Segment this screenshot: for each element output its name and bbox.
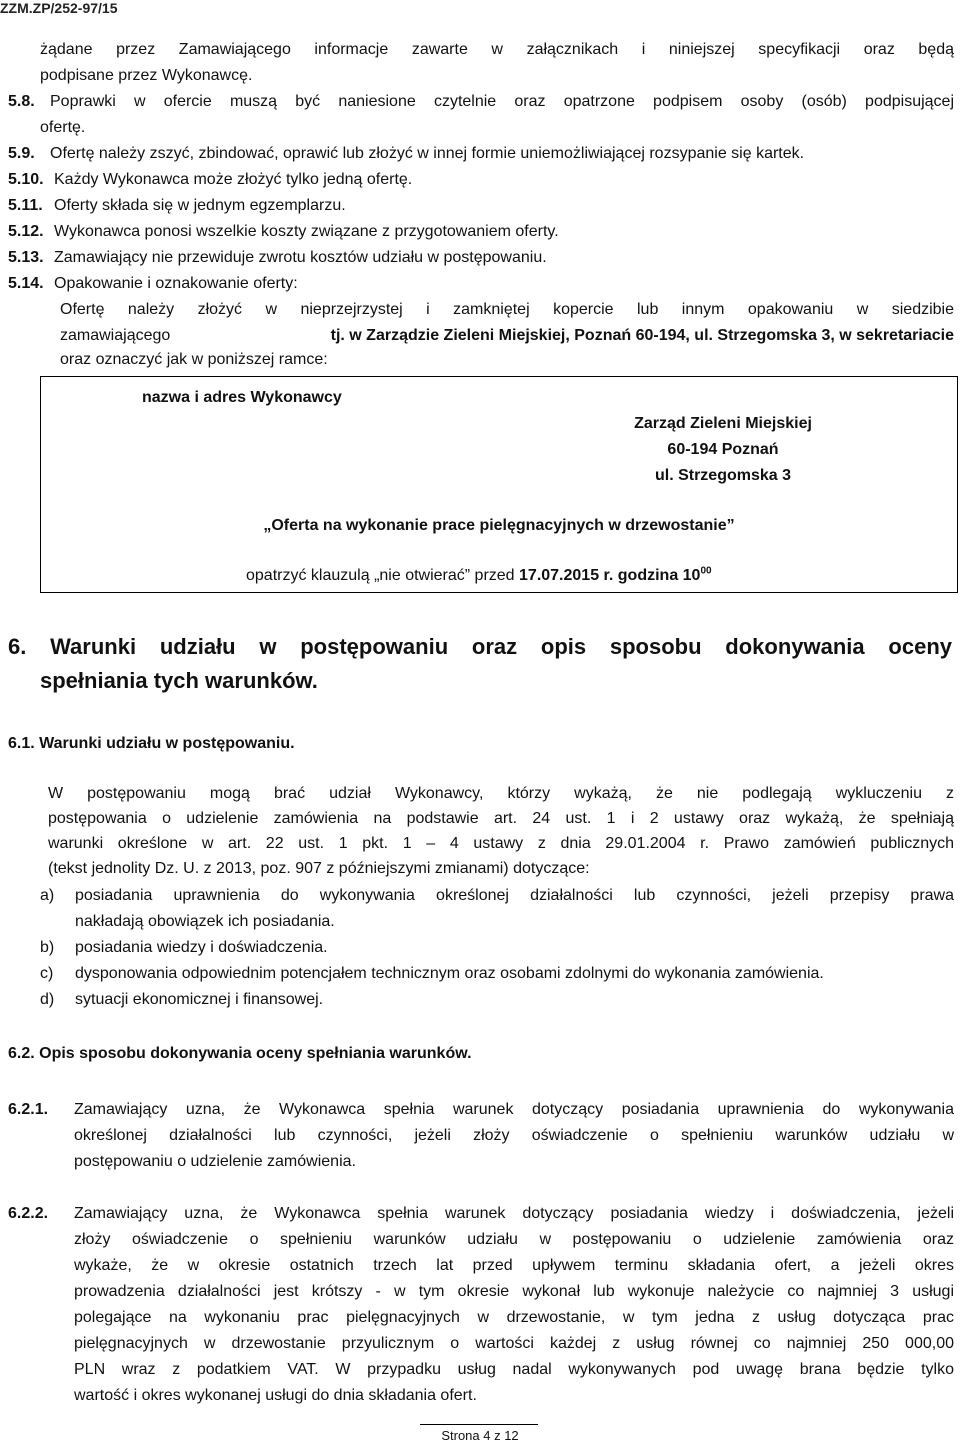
offer-title: „Oferta na wykonanie prace pielęgnacyjnych w drzewostanie” — [263, 517, 735, 534]
list-item-text: nakładają obowiązek ich posiadania. — [75, 913, 335, 930]
item-text: prowadzenia działalności jest krótszy - w tym okresie wykonał lub wykonuje należycie co najmniej 3 usługi — [74, 1283, 954, 1300]
item-text: pielęgnacyjnych w drzewostanie przyulicznym o wartości każdej z usług równej co najmniej 250 000,00 — [74, 1335, 954, 1352]
list-marker: a) — [40, 887, 55, 904]
item-text: postępowaniu o udzielenie zamówienia. — [74, 1153, 356, 1170]
section-heading-cont: spełniania tych warunków. — [40, 668, 318, 693]
item-number: 5.11. — [8, 197, 43, 214]
list-item-text: sytuacji ekonomicznej i finansowej. — [75, 991, 324, 1008]
list-item-text: posiadania wiedzy i doświadczenia. — [75, 939, 328, 956]
address-emphasis: tj. w Zarządzie Zieleni Miejskiej, Poznań 60-194, ul. Strzegomska 3, w sekretariacie — [330, 327, 954, 344]
item-number: 5.8. — [8, 93, 35, 110]
item-text: Zamawiający uzna, że Wykonawca spełnia warunek dotyczący posiadania uprawnienia do wykonywania — [74, 1101, 954, 1118]
item-number: 6.2.2. — [8, 1205, 49, 1222]
sender-placeholder: nazwa i adres Wykonawcy — [142, 389, 342, 406]
opening-minutes: 00 — [700, 565, 712, 577]
subsection-heading: 6.2. Opis sposobu dokonywania oceny spełniania warunków. — [8, 1045, 472, 1062]
section-heading: 6. Warunki udziału w postępowaniu oraz opis sposobu dokonywania oceny — [8, 634, 952, 659]
item-number: 6.2.1. — [8, 1101, 49, 1118]
item-text: Zamawiający nie przewiduje zwrotu kosztów udziału w postępowaniu. — [54, 249, 547, 266]
paragraph-line: Ofertę należy złożyć w nieprzejrzystej i zamkniętej kopercie lub innym opakowaniu w siedzibie — [60, 301, 954, 318]
item-text: złoży oświadczenie o spełnieniu warunków udziału w postępowaniu o udzielenie zamówienia oraz — [74, 1231, 954, 1248]
list-marker: d) — [40, 991, 55, 1008]
item-number: 5.10. — [8, 171, 44, 188]
item-text: Ofertę należy zszyć, zbindować, oprawić lub złożyć w innej formie uniemożliwiającej rozsypanie się kartek. — [50, 145, 805, 162]
recipient-line: Zarząd Zieleni Miejskiej — [634, 415, 812, 432]
item-text: wykaże, że w okresie ostatnich trzech lat przed upływem terminu składania ofert, a jeżeli okres — [74, 1257, 954, 1274]
recipient-line: ul. Strzegomska 3 — [654, 467, 792, 484]
paragraph-line — [60, 326, 954, 346]
item-text: ofertę. — [40, 119, 86, 136]
opening-date: 17.07.2015 r. godzina 10 — [519, 567, 701, 584]
paragraph-line: podpisane przez Wykonawcę. — [40, 67, 253, 84]
recipient-line: 60-194 Poznań — [667, 441, 779, 458]
paragraph-line: (tekst jednolity Dz. U. z 2013, poz. 907 z późniejszymi zmianami) dotyczące: — [48, 860, 590, 877]
opening-clause — [246, 566, 712, 586]
paragraph-line: żądane przez Zamawiającego informacje zawarte w załącznikach i niniejszej specyfikacji oraz będą — [40, 41, 954, 58]
page-number: Strona 4 z 12 — [441, 1428, 519, 1443]
item-text: polegające na wykonaniu prac pielęgnacyjnych w drzewostanie, w tym jedna z usług dotycząca prac — [74, 1309, 954, 1326]
paragraph-line: postępowania o udzielenie zamówienia na podstawie art. 24 ust. 1 i 2 ustawy oraz wykażą, że spełniają — [48, 810, 954, 827]
paragraph-line: oraz oznaczyć jak w poniższej ramce: — [60, 351, 328, 368]
item-number: 5.13. — [8, 249, 44, 266]
item-text: Poprawki w ofercie muszą być naniesione czytelnie oraz opatrzone podpisem osoby (osób) podpisującej — [50, 93, 954, 110]
document-reference: ZZM.ZP/252-97/15 — [0, 0, 118, 16]
list-item-text: posiadania uprawnienia do wykonywania określonej działalności lub czynności, jeżeli przepisy prawa — [75, 887, 954, 904]
paragraph-line: warunki określone w art. 22 ust. 1 pkt. 1 – 4 ustawy z dnia 29.01.2004 r. Prawo zamówień publicznych — [48, 835, 954, 852]
item-number: 5.9. — [8, 145, 35, 162]
item-text: Każdy Wykonawca może złożyć tylko jedną ofertę. — [54, 171, 413, 188]
text-run: zamawiającego — [60, 327, 171, 344]
opening-clause-text: opatrzyć klauzulą „nie otwierać” przed — [246, 567, 515, 584]
item-text: Wykonawca ponosi wszelkie koszty związane z przygotowaniem oferty. — [54, 223, 559, 240]
footer-divider — [420, 1424, 538, 1425]
item-text: PLN wraz z podatkiem VAT. W przypadku usług nadal wykonywanych pod uwagę brana będzie tylko — [74, 1361, 954, 1378]
list-marker: c) — [40, 965, 54, 982]
item-text: wartość i okres wykonanej usługi do dnia składania ofert. — [74, 1387, 477, 1404]
list-marker: b) — [40, 939, 55, 956]
item-text: Zamawiający uzna, że Wykonawca spełnia warunek dotyczący posiadania wiedzy i doświadczenia, jeżeli — [74, 1205, 954, 1222]
item-number: 5.14. — [8, 275, 44, 292]
subsection-heading: 6.1. Warunki udziału w postępowaniu. — [8, 735, 295, 752]
item-number: 5.12. — [8, 223, 44, 240]
item-text: Oferty składa się w jednym egzemplarzu. — [54, 197, 346, 214]
item-text: Opakowanie i oznakowanie oferty: — [54, 275, 298, 292]
list-item-text: dysponowania odpowiednim potencjałem technicznym oraz osobami zdolnymi do wykonania zamówienia. — [75, 965, 824, 982]
paragraph-line: W postępowaniu mogą brać udział Wykonawcy, którzy wykażą, że nie podlegają wykluczeniu z — [48, 785, 954, 802]
item-text: określonej działalności lub czynności, jeżeli złoży oświadczenie o spełnieniu warunków udziału w — [74, 1127, 954, 1144]
